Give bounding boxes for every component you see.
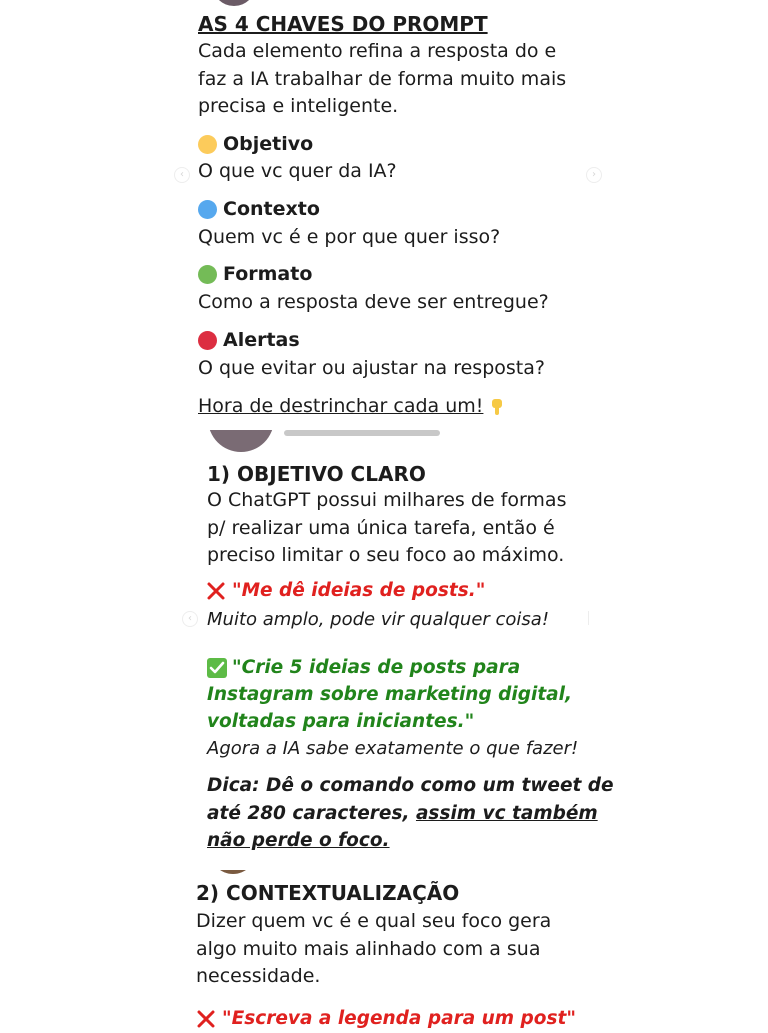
- key-alertas: [198, 329, 300, 351]
- key-label: Contexto: [223, 198, 320, 220]
- red-circle-icon: [198, 331, 217, 350]
- slide-3: [0, 870, 768, 1029]
- wrong-note: Muito amplo, pode vir qualquer coisa!: [207, 609, 550, 630]
- avatar: [208, 430, 274, 452]
- right-example-line: "Crie 5 ideias de posts para: [232, 657, 521, 678]
- section-title: 1) OBJETIVO CLARO: [207, 462, 426, 486]
- slide-1: [0, 0, 768, 430]
- slide-2: [0, 430, 768, 870]
- wrong-example-text: "Me dê ideias de posts.": [232, 580, 486, 601]
- avatar: [212, 0, 256, 6]
- carousel-prev-button[interactable]: ‹: [174, 167, 190, 183]
- intro-text: Cada elemento refina a resposta do e faz a IA trabalhar de forma muito mais precisa e inteligente.: [198, 40, 567, 117]
- section-title: 2) CONTEXTUALIZAÇÃO: [196, 881, 460, 905]
- key-question: O que vc quer da IA?: [198, 160, 397, 182]
- right-example-line: voltadas para iniciantes.": [207, 711, 475, 732]
- cross-mark-icon: [206, 581, 226, 601]
- yellow-circle-icon: [198, 135, 217, 154]
- point-down-icon: [489, 397, 505, 417]
- cross-mark-icon: [196, 1009, 216, 1029]
- right-example-line: Instagram sobre marketing digital,: [207, 684, 573, 705]
- carousel-prev-button[interactable]: ‹: [182, 611, 198, 627]
- key-label: Alertas: [223, 329, 300, 351]
- wrong-example-text: "Escreva a legenda para um post": [222, 1008, 576, 1029]
- page-title: AS 4 CHAVES DO PROMPT: [198, 12, 488, 36]
- carousel-next-button[interactable]: ›: [586, 167, 602, 183]
- right-example: [207, 654, 647, 735]
- key-objetivo: [198, 133, 313, 155]
- key-question: O que evitar ou ajustar na resposta?: [198, 357, 545, 379]
- avatar: [210, 870, 256, 874]
- key-label: Objetivo: [223, 133, 314, 155]
- cta-line: [198, 393, 505, 421]
- key-contexto: [198, 198, 320, 220]
- wrong-example: [196, 1008, 576, 1029]
- username-fragment: [284, 430, 440, 436]
- blue-circle-icon: [198, 200, 217, 219]
- section-intro: Dizer quem vc é e qual seu foco gera algo muito mais alinhado com a sua necessidade.: [196, 910, 552, 987]
- wrong-example: [206, 580, 485, 601]
- section-intro: O ChatGPT possui milhares de formas p/ realizar uma única tarefa, então é preciso limitar o seu foco ao máximo.: [207, 489, 567, 566]
- carousel-next-button[interactable]: [588, 611, 593, 625]
- tip-text: Dica: Dê o comando como um tweet de até 280 caracteres, assim vc também não perde o foco.: [207, 775, 614, 851]
- green-circle-icon: [198, 265, 217, 284]
- key-label: Formato: [223, 263, 313, 285]
- right-note: Agora a IA sabe exatamente o que fazer!: [207, 738, 579, 759]
- cta-text: Hora de destrinchar cada um!: [198, 395, 484, 417]
- check-mark-icon: [207, 658, 227, 678]
- key-question: Como a resposta deve ser entregue?: [198, 291, 549, 313]
- key-question: Quem vc é e por que quer isso?: [198, 226, 501, 248]
- key-formato: [198, 263, 312, 285]
